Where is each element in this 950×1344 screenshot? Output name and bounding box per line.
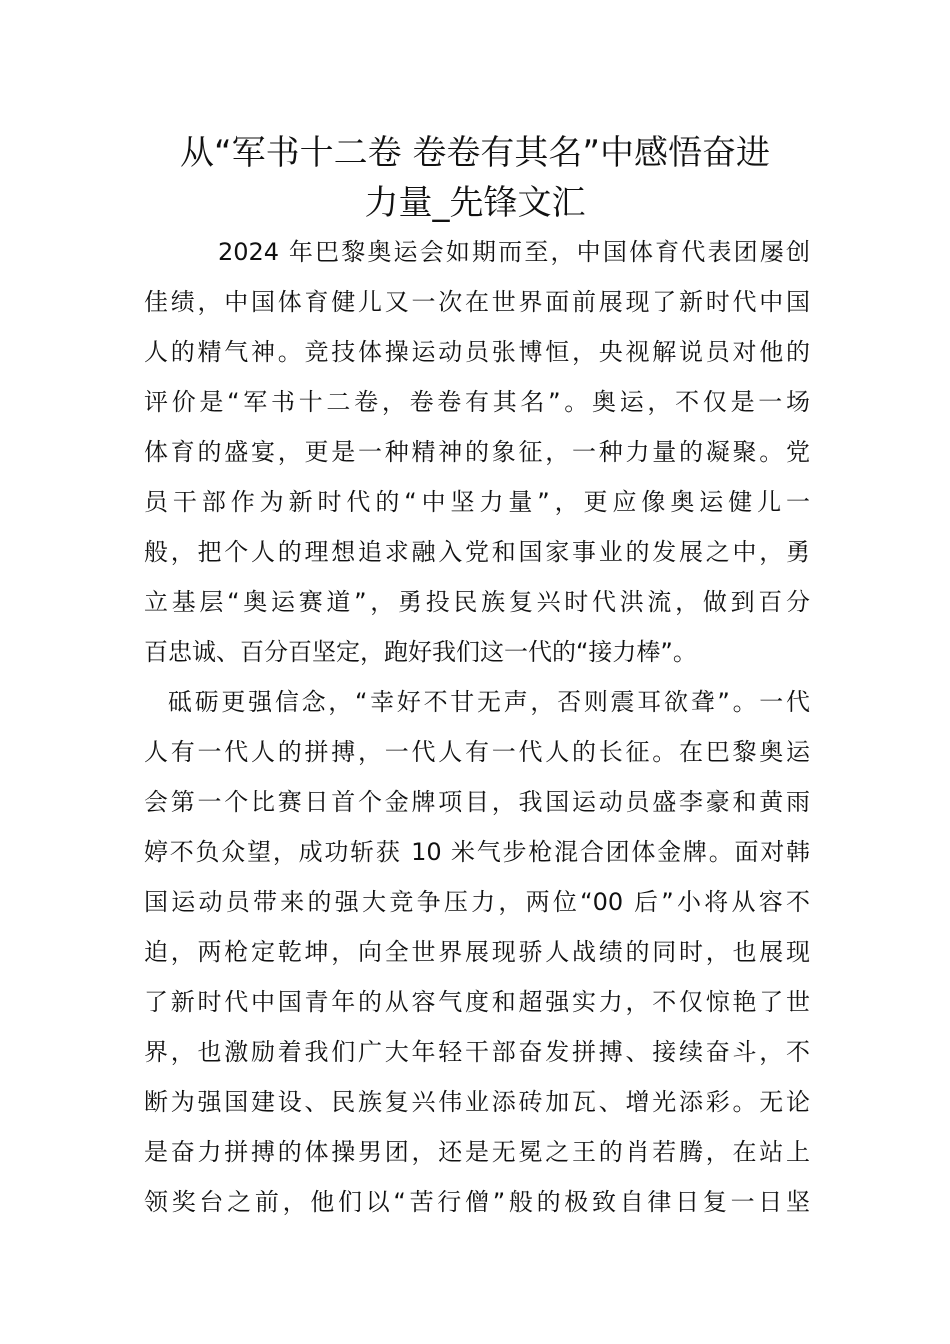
text-line: 立基层“奥运赛道”，勇投民族复兴时代洪流，做到百分	[144, 588, 810, 616]
text-line: 2024 年巴黎奥运会如期而至，中国体育代表团屡创	[218, 238, 810, 266]
text-line: 迫，两枪定乾坤，向全世界展现骄人战绩的同时，也展现	[144, 938, 810, 966]
text-line: 人有一代人的拼搏，一代人有一代人的长征。在巴黎奥运	[144, 738, 810, 766]
document-title	[120, 128, 830, 228]
text-line: 员干部作为新时代的“中坚力量”，更应像奥运健儿一	[144, 488, 810, 516]
document-body	[144, 227, 810, 1227]
title-line: 力量_先锋文汇	[364, 183, 586, 223]
title-line: 从“军书十二卷 卷卷有其名”中感悟奋进	[179, 133, 771, 173]
text-line: 会第一个比赛日首个金牌项目，我国运动员盛李豪和黄雨	[144, 788, 810, 816]
text-line: 百忠诚、百分百坚定，跑好我们这一代的“接力棒”。	[144, 638, 697, 666]
text-line: 是奋力拼搏的体操男团，还是无冕之王的肖若腾，在站上	[144, 1138, 810, 1166]
paragraph-2	[144, 677, 810, 1227]
text-line: 体育的盛宴，更是一种精神的象征，一种力量的凝聚。党	[144, 438, 810, 466]
text-line: 评价是“军书十二卷，卷卷有其名”。奥运，不仅是一场	[144, 388, 810, 416]
paragraph-1	[144, 227, 810, 677]
text-line: 佳绩，中国体育健儿又一次在世界面前展现了新时代中国	[144, 288, 810, 316]
text-line: 国运动员带来的强大竞争压力，两位“00 后”小将从容不	[144, 888, 810, 916]
text-line: 了新时代中国青年的从容气度和超强实力，不仅惊艳了世	[144, 988, 810, 1016]
text-line: 断为强国建设、民族复兴伟业添砖加瓦、增光添彩。无论	[144, 1088, 810, 1116]
text-line: 界，也激励着我们广大年轻干部奋发拼搏、接续奋斗，不	[144, 1038, 810, 1066]
text-line: 砥砺更强信念，“幸好不甘无声，否则震耳欲聋”。一代	[168, 688, 810, 716]
text-line: 般，把个人的理想追求融入党和国家事业的发展之中，勇	[144, 538, 810, 566]
text-line: 婷不负众望，成功斩获 10 米气步枪混合团体金牌。面对韩	[144, 838, 810, 866]
text-line: 人的精气神。竞技体操运动员张博恒，央视解说员对他的	[144, 338, 810, 366]
text-line: 领奖台之前，他们以“苦行僧”般的极致自律日复一日坚	[144, 1188, 810, 1216]
